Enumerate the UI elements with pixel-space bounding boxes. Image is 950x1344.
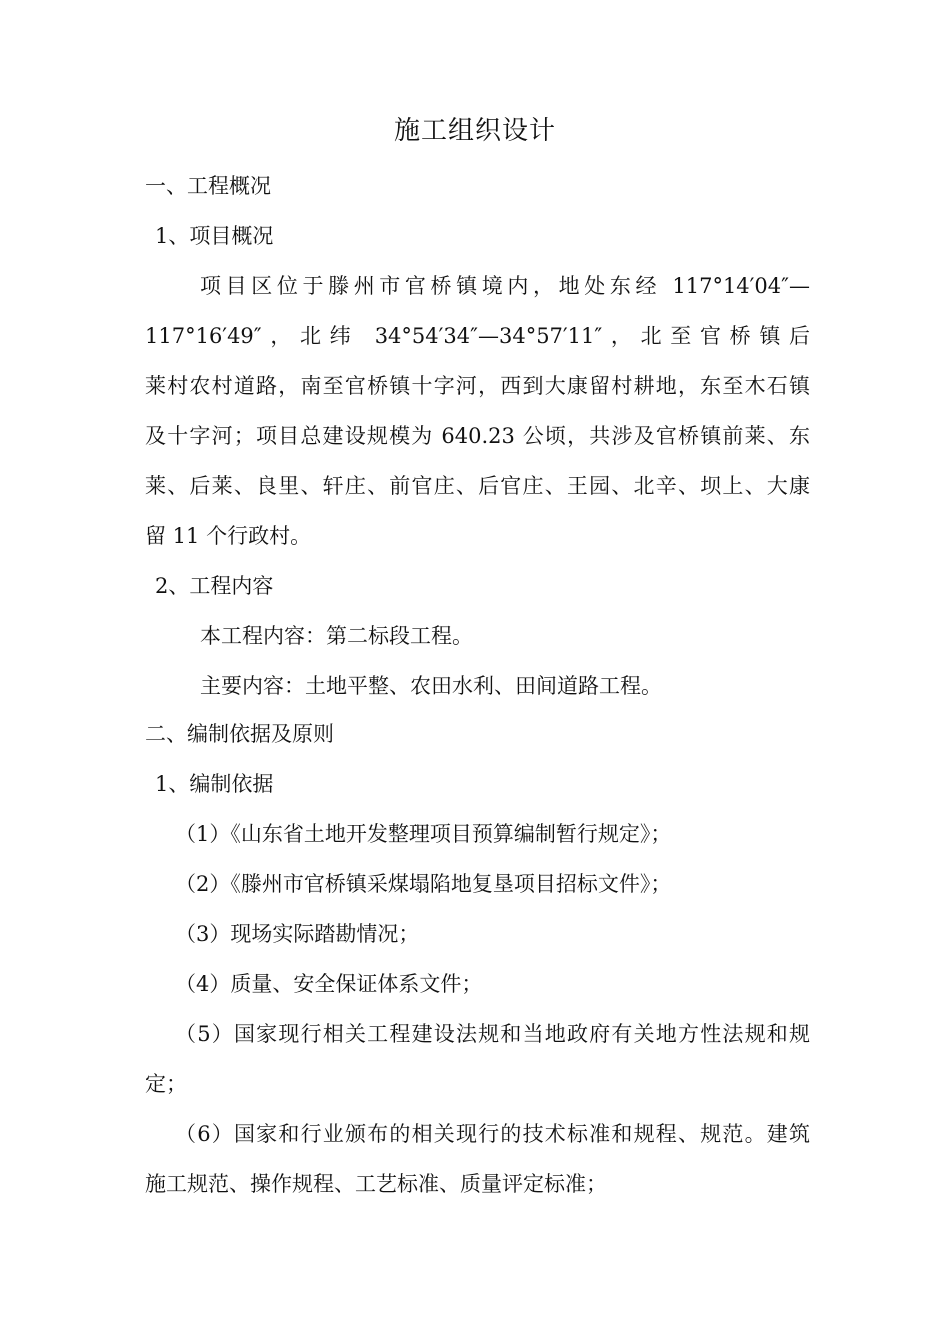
section-heading-basis: 二、编制依据及原则 xyxy=(145,722,334,746)
list-item: （3）现场实际踏勘情况； xyxy=(175,922,420,946)
subsection-heading-project-overview: 1、项目概况 xyxy=(155,224,274,248)
paragraph-line: 莱村农村道路，南至官桥镇十字河，西到大康留村耕地，东至木石镇 xyxy=(145,374,810,398)
list-item-continuation: 施工规范、操作规程、工艺标准、质量评定标准； xyxy=(145,1172,607,1196)
list-item: （4）质量、安全保证体系文件； xyxy=(175,972,483,996)
document-title: 施工组织设计 xyxy=(393,116,556,146)
list-item: （2）《滕州市官桥镇采煤塌陷地复垦项目招标文件》； xyxy=(175,872,672,896)
paragraph-line: 主要内容：土地平整、农田水利、田间道路工程。 xyxy=(200,674,662,698)
section-heading-overview: 一、工程概况 xyxy=(145,174,271,198)
paragraph-line: 及十字河；项目总建设规模为 640.23 公顷，共涉及官桥镇前莱、东 xyxy=(145,424,810,448)
list-item: （5）国家现行相关工程建设法规和当地政府有关地方性法规和规 xyxy=(175,1022,810,1046)
paragraph-line: 留 11 个行政村。 xyxy=(145,524,312,548)
paragraph-line: 117°16′49″，北纬 34°54′34″—34°57′11″，北至官桥镇后 xyxy=(145,324,810,348)
paragraph-line: 本工程内容：第二标段工程。 xyxy=(200,624,473,648)
list-item: （6）国家和行业颁布的相关现行的技术标准和规程、规范。建筑 xyxy=(175,1122,810,1146)
list-item-continuation: 定； xyxy=(145,1072,187,1096)
paragraph-line: 莱、后莱、良里、轩庄、前官庄、后官庄、王园、北辛、坝上、大康 xyxy=(145,474,810,498)
subsection-heading-work-content: 2、工程内容 xyxy=(155,574,274,598)
subsection-heading-basis: 1、编制依据 xyxy=(155,772,274,796)
list-item: （1）《山东省土地开发整理项目预算编制暂行规定》； xyxy=(175,822,672,846)
paragraph-line: 项目区位于滕州市官桥镇境内，地处东经 117°14′04″— xyxy=(200,274,810,298)
